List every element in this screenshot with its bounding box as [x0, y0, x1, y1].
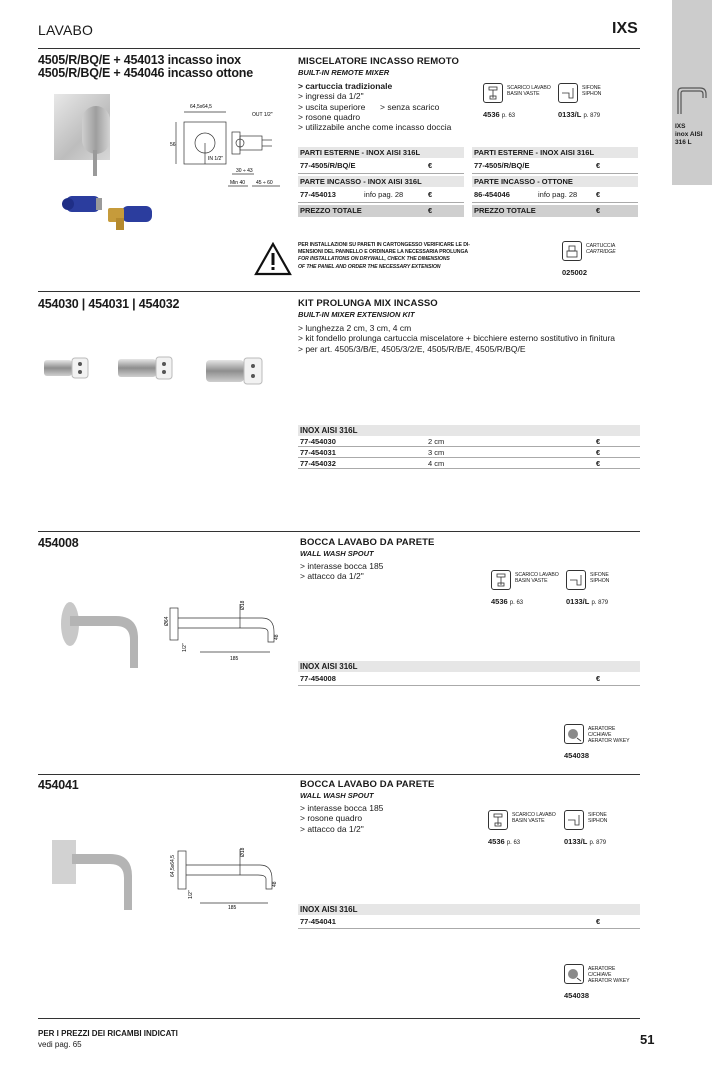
aerator-icon — [564, 724, 584, 744]
sec3-row-price: € — [596, 674, 601, 683]
sec1-tl-head1: PARTI ESTERNE - INOX AISI 316L — [298, 147, 464, 158]
sec4-subtitle: WALL WASH SPOUT — [300, 791, 374, 800]
sec3-table — [298, 661, 640, 686]
siphon-page: p. 879 — [589, 840, 607, 846]
sec3-bullet-1: > interasse bocca 185 — [300, 561, 384, 571]
sec1-subtitle: BUILT-IN REMOTE MIXER — [298, 68, 390, 77]
sec1-dim-d3: IN 1/2" — [208, 156, 224, 162]
sec4-aerator-icon-group[interactable] — [564, 964, 630, 1000]
warning-text — [298, 242, 498, 271]
sec1-bullet-4: > rosone quadro — [298, 111, 361, 122]
warning-line2: MENSIONI DEL PANNELLO E ORDINARE LA NECESSARIA PROLUNGA — [298, 249, 469, 256]
sec4-title: BOCCA LAVABO DA PARETE — [300, 779, 435, 790]
sec1-tr-row2-code: 86-454046 — [474, 190, 510, 199]
siphon-icon — [564, 810, 584, 830]
basin-waste-label1: SCARICO LAVABO — [512, 812, 556, 818]
sec1-bullet-3b: > senza scarico — [380, 101, 440, 112]
basin-waste-label — [512, 812, 560, 824]
sec1-tr-row1-price: € — [596, 161, 601, 170]
sec1-tr-total — [472, 205, 638, 217]
sec3-dim-d1: Ø64 — [164, 616, 170, 626]
basin-waste-code-num: 4536 — [488, 837, 505, 846]
sec3-title: BOCCA LAVABO DA PARETE — [300, 537, 435, 548]
cartridge-label — [586, 243, 626, 255]
section-divider — [38, 291, 640, 292]
sec1-technical-drawing — [168, 100, 292, 192]
siphon-page: p. 879 — [591, 600, 609, 606]
sec4-dim-d4: 185 — [228, 905, 237, 911]
sec4-dim-d1: 64,5x64,5 — [170, 855, 176, 877]
sec2-table — [298, 425, 640, 469]
sec4-siphon-icon-group[interactable] — [564, 810, 608, 846]
sec1-dim-d6: Min 40 — [230, 180, 246, 186]
basin-waste-label — [507, 85, 555, 97]
sec1-bullet-3 — [298, 102, 488, 112]
sec3-row-code: 77-454008 — [300, 674, 336, 683]
basin-waste-label2: BASIN VASTE — [512, 818, 545, 824]
sec4-dim-d2: Ø18 — [240, 847, 246, 857]
basin-waste-label — [515, 572, 563, 584]
sec2-bullet-3: > per art. 4505/3/B/E, 4505/3/2/E, 4505/R/B/E, 4505/R/BQ/E — [298, 343, 526, 354]
sec1-bullets — [298, 81, 488, 132]
sec2-row3-size: 4 cm — [428, 459, 445, 468]
aerator-icon — [564, 964, 584, 984]
sec1-tr-head2: PARTE INCASSO - OTTONE — [472, 176, 638, 187]
cartridge-code — [562, 268, 587, 277]
sec1-dim-d4: 56 — [170, 142, 176, 148]
basin-waste-code — [491, 597, 523, 606]
siphon-code — [564, 837, 606, 846]
sec1-tl-row1-price: € — [428, 161, 433, 170]
siphon-page: p. 879 — [583, 113, 601, 119]
basin-waste-label2: BASIN VASTE — [507, 91, 540, 97]
sec1-tr-row1-code: 77-4505/R/BQ/E — [474, 161, 530, 170]
aerator-label2: AERATOR W/KEY — [588, 978, 630, 984]
sec2-row3-code: 77-454032 — [300, 459, 336, 468]
sec2-title: KIT PROLUNGA MIX INCASSO — [298, 298, 438, 309]
basin-waste-page: p. 63 — [501, 113, 516, 119]
sec1-code-line1: 4505/R/BQ/E + 454013 incasso inox — [38, 53, 241, 67]
extension-kit-image — [40, 350, 280, 390]
sec3-spout-image — [54, 596, 150, 676]
sec3-technical-drawing — [164, 596, 290, 662]
side-tab-label — [675, 123, 703, 147]
sec1-dim-d1: 64,5x64,5 — [190, 104, 212, 110]
side-tab-line3: 316 L — [675, 139, 692, 146]
sec1-bullet-5: > utilizzabile anche come incasso doccia — [298, 122, 452, 133]
sec2-bullet-1: > lunghezza 2 cm, 3 cm, 4 cm — [298, 323, 412, 333]
aerator-code-num: 454038 — [564, 991, 590, 1000]
sec2-row1-code: 77-454030 — [300, 437, 336, 446]
siphon-icon — [566, 570, 586, 590]
sec1-basin-waste-icon-group[interactable] — [483, 83, 551, 119]
sec4-table-head: INOX AISI 316L — [298, 904, 640, 915]
sec2-row1-price: € — [596, 437, 601, 446]
sec1-tr-total-label: PREZZO TOTALE — [474, 206, 536, 215]
sec1-tl-row1-code: 77-4505/R/BQ/E — [300, 161, 356, 170]
siphon-icon — [558, 83, 578, 103]
aerator-code-num: 454038 — [564, 751, 590, 760]
sec3-aerator-icon-group[interactable] — [564, 724, 630, 760]
sec2-row2-code: 77-454031 — [300, 448, 336, 457]
sec2-row3-price: € — [596, 459, 601, 468]
sec1-tr-row2-info: info pag. 28 — [538, 190, 578, 199]
sec3-dim-d4: 185 — [230, 656, 239, 662]
siphon-label1: SIFONE — [590, 572, 609, 578]
sec1-tr-row2-price: € — [596, 190, 601, 199]
sec1-dim-d7: 45 ÷ 60 — [256, 180, 273, 186]
sec4-dim-d5: 1/2" — [188, 890, 194, 899]
sec1-code-line2: 4505/R/BQ/E + 454046 incasso ottone — [38, 66, 253, 80]
table-row — [298, 158, 464, 174]
basin-waste-page: p. 63 — [506, 840, 521, 846]
sec1-bullet-1: > cartuccia tradizionale — [298, 81, 393, 91]
category-title: LAVABO — [38, 22, 94, 38]
aerator-label — [588, 966, 638, 984]
sec1-dim-d2: OUT 1/2" — [252, 112, 273, 118]
basin-waste-page: p. 63 — [509, 600, 524, 606]
sec2-bullet-2: > kit fondello prolunga cartuccia miscelatore + bicchiere esterno sostitutivo in finitura — [298, 333, 616, 344]
sec3-siphon-icon-group[interactable] — [566, 570, 610, 606]
basin-waste-label1: SCARICO LAVABO — [507, 85, 551, 91]
side-tab-line1: IXS — [675, 123, 686, 130]
built-in-bodies-image — [58, 186, 154, 236]
table-row — [472, 187, 638, 203]
sec4-bullet-2: > rosone quadro — [300, 813, 363, 824]
sec4-row-code: 77-454041 — [300, 917, 336, 926]
sec3-dim-d5: 1/2" — [182, 643, 188, 652]
basin-waste-icon — [491, 570, 511, 590]
basin-waste-code-num: 4536 — [491, 597, 508, 606]
sec1-table-left — [298, 147, 464, 217]
siphon-label — [588, 812, 628, 824]
cartridge-label1: CARTUCCIA — [586, 243, 616, 249]
section-divider — [38, 774, 640, 775]
table-row — [472, 158, 638, 174]
siphon-label2: SIPHON — [582, 91, 602, 97]
sec1-tl-row2-info: info pag. 28 — [364, 190, 404, 199]
aerator-code — [564, 991, 589, 1000]
basin-waste-code-num: 4536 — [483, 110, 500, 119]
side-tab-line2: inox AISI — [675, 131, 703, 138]
sec2-code: 454030 | 454031 | 454032 — [38, 297, 180, 311]
sec4-basin-waste-icon-group[interactable] — [488, 810, 556, 846]
sec2-subtitle: BUILT-IN MIXER EXTENSION KIT — [298, 310, 415, 319]
sec4-code: 454041 — [38, 778, 79, 792]
sec3-bullet-2: > attacco da 1/2" — [300, 571, 364, 582]
sec1-tl-row2-price: € — [428, 190, 433, 199]
sec3-dim-d3: 48 — [274, 634, 280, 640]
basin-waste-code — [488, 837, 520, 846]
faucet-icon — [676, 86, 708, 116]
sec2-row2-price: € — [596, 448, 601, 457]
siphon-code-num: 0133/L — [566, 597, 590, 606]
cartridge-code-num: 025002 — [562, 268, 588, 277]
table-row — [298, 447, 640, 458]
sec1-siphon-icon-group[interactable] — [558, 83, 602, 119]
table-row — [298, 915, 640, 929]
sec1-tr-total-price: € — [596, 206, 601, 215]
sec4-dim-d3: 48 — [272, 881, 278, 887]
warning-line1: PER INSTALLAZIONI SU PARETI IN CARTONGESSO VERIFICARE LE DI- — [298, 242, 470, 248]
basin-waste-label1: SCARICO LAVABO — [515, 572, 559, 578]
cartridge-label2: CARTRIDGE — [586, 249, 616, 255]
sec3-basin-waste-icon-group[interactable] — [491, 570, 559, 606]
sec1-tl-total-price: € — [428, 206, 433, 215]
aerator-label2: AERATOR W/KEY — [588, 738, 630, 744]
footer-note — [38, 1028, 178, 1050]
siphon-label1: SIFONE — [588, 812, 607, 818]
aerator-code — [564, 751, 589, 760]
page-number: 51 — [640, 1032, 655, 1047]
basin-waste-code — [483, 110, 515, 119]
sec2-row2-size: 3 cm — [428, 448, 445, 457]
sec1-dim-d5: 30 ÷ 43 — [236, 168, 253, 174]
sec1-title: MISCELATORE INCASSO REMOTO — [298, 56, 459, 67]
sec3-code: 454008 — [38, 536, 79, 550]
section-divider — [38, 531, 640, 532]
siphon-label1: SIFONE — [582, 85, 601, 91]
table-row — [298, 458, 640, 469]
sec1-tr-head1: PARTI ESTERNE - INOX AISI 316L — [472, 147, 638, 158]
sec1-tl-total — [298, 205, 464, 217]
section-divider — [38, 1018, 640, 1019]
aerator-label1: AERATORE C/CHIAVE — [588, 726, 616, 738]
sec1-bullet-3a: > uscita superiore — [298, 101, 366, 112]
siphon-label2: SIPHON — [590, 578, 610, 584]
sec4-table — [298, 904, 640, 929]
siphon-code — [566, 597, 608, 606]
sec3-subtitle: WALL WASH SPOUT — [300, 549, 374, 558]
sec4-spout-image — [52, 836, 142, 916]
sec1-code — [38, 54, 253, 80]
table-row — [298, 187, 464, 203]
siphon-code-num: 0133/L — [564, 837, 588, 846]
sec4-row-price: € — [596, 917, 601, 926]
sec2-bullets — [298, 323, 628, 354]
aerator-label — [588, 726, 638, 744]
sec1-tl-row2-code: 77-454013 — [300, 190, 336, 199]
cartridge-icon — [562, 241, 582, 261]
cartridge-icon-group[interactable] — [562, 241, 616, 277]
sec2-table-head: INOX AISI 316L — [298, 425, 640, 436]
warning-line4: OF THE PANEL AND ORDER THE NECESSARY EXTENSION — [298, 263, 441, 270]
sec1-table-right — [472, 147, 638, 217]
sec4-technical-drawing — [164, 843, 290, 911]
siphon-label2: SIPHON — [588, 818, 608, 824]
sec3-bullets — [300, 561, 480, 582]
mixer-body-image — [82, 106, 110, 154]
footer-note-line2: vedi pag. 65 — [38, 1040, 82, 1049]
basin-waste-icon — [488, 810, 508, 830]
sec3-dim-d2: Ø18 — [240, 600, 246, 610]
siphon-code — [558, 110, 600, 119]
basin-waste-icon — [483, 83, 503, 103]
brand-title: IXS — [612, 20, 638, 37]
siphon-label — [582, 85, 622, 97]
sec3-table-head: INOX AISI 316L — [298, 661, 640, 672]
sec1-bullet-2: > ingressi da 1/2" — [298, 91, 364, 102]
sec1-tl-total-label: PREZZO TOTALE — [300, 206, 362, 215]
sec4-bullets — [300, 803, 480, 834]
sec4-bullet-1: > interasse bocca 185 — [300, 803, 384, 813]
table-row — [298, 672, 640, 686]
aerator-label1: AERATORE C/CHIAVE — [588, 966, 616, 978]
sec1-tl-head2: PARTE INCASSO - INOX AISI 316L — [298, 176, 464, 187]
warning-line3: FOR INSTALLATIONS ON DRYWALL, CHECK THE DIMENSIONS — [298, 256, 450, 263]
sec4-bullet-3: > attacco da 1/2" — [300, 823, 364, 834]
basin-waste-label2: BASIN VASTE — [515, 578, 548, 584]
table-row — [298, 436, 640, 447]
header-divider — [38, 48, 640, 49]
mixer-lever-image — [93, 150, 97, 176]
siphon-label — [590, 572, 630, 584]
warning-icon — [254, 242, 292, 276]
sec2-row1-size: 2 cm — [428, 437, 445, 446]
footer-note-line1: PER I PREZZI DEI RICAMBI INDICATI — [38, 1029, 178, 1038]
siphon-code-num: 0133/L — [558, 110, 582, 119]
